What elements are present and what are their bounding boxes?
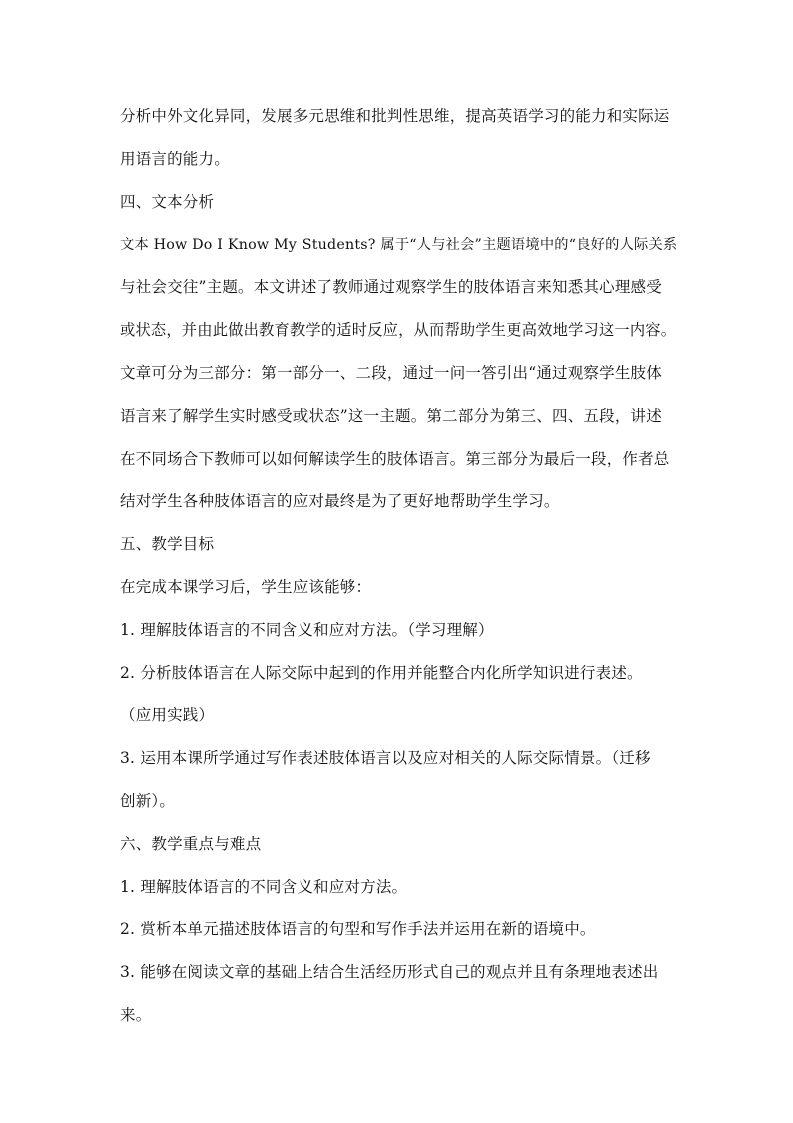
body-text-line: 或状态，并由此做出教育教学的适时反应，从而帮助学生更高效地学习这一内容。 xyxy=(120,321,677,339)
list-item-continuation: 创新）。 xyxy=(120,792,176,810)
body-text-line: 分析中外文化异同，发展多元思维和批判性思维，提高英语学习的能力和实际运 xyxy=(120,107,670,125)
body-text-line: 文本 How Do I Know My Students? 属于“人与社会”主题语境中的“良好的人际关系 xyxy=(120,237,678,253)
body-text-line: 在完成本课学习后，学生应该能够： xyxy=(120,578,372,596)
list-item: 1. 理解肢体语言的不同含义和应对方法。（学习理解） xyxy=(120,621,494,639)
list-item: 1. 理解肢体语言的不同含义和应对方法。 xyxy=(120,878,408,896)
list-item: 3. 能够在阅读文章的基础上结合生活经历形式自己的观点并且有条理地表述出 xyxy=(120,963,659,981)
body-text-line: 结对学生各种肢体语言的应对最终是为了更好地帮助学生学习。 xyxy=(120,492,560,510)
body-text-line: 用语言的能力。 xyxy=(120,150,230,168)
body-text-line: 在不同场合下教师可以如何解读学生的肢体语言。第三部分为最后一段，作者总 xyxy=(120,450,670,468)
body-text-line: 与社会交往”主题。本文讲述了教师通过观察学生的肢体语言来知悉其心理感受 xyxy=(120,278,662,296)
section-heading: 五、教学目标 xyxy=(120,535,215,553)
list-item-continuation: （应用实践） xyxy=(120,706,215,724)
section-heading: 六、教学重点与难点 xyxy=(120,835,262,853)
list-item: 3. 运用本课所学通过写作表述肢体语言以及应对相关的人际交际情景。（迁移 xyxy=(120,749,651,767)
body-text-line: 语言来了解学生实时感受或状态”这一主题。第二部分为第三、四、五段，讲述 xyxy=(120,407,662,425)
list-item: 2. 分析肢体语言在人际交际中起到的作用并能整合内化所学知识进行表述。 xyxy=(120,664,643,682)
list-item: 2. 赏析本单元描述肢体语言的句型和写作手法并运用在新的语境中。 xyxy=(120,920,596,938)
section-heading: 四、文本分析 xyxy=(120,193,215,211)
body-text-line: 文章可分为三部分：第一部分一、二段，通过一问一答引出“通过观察学生肢体 xyxy=(120,364,662,382)
list-item-continuation: 来。 xyxy=(120,1006,152,1024)
